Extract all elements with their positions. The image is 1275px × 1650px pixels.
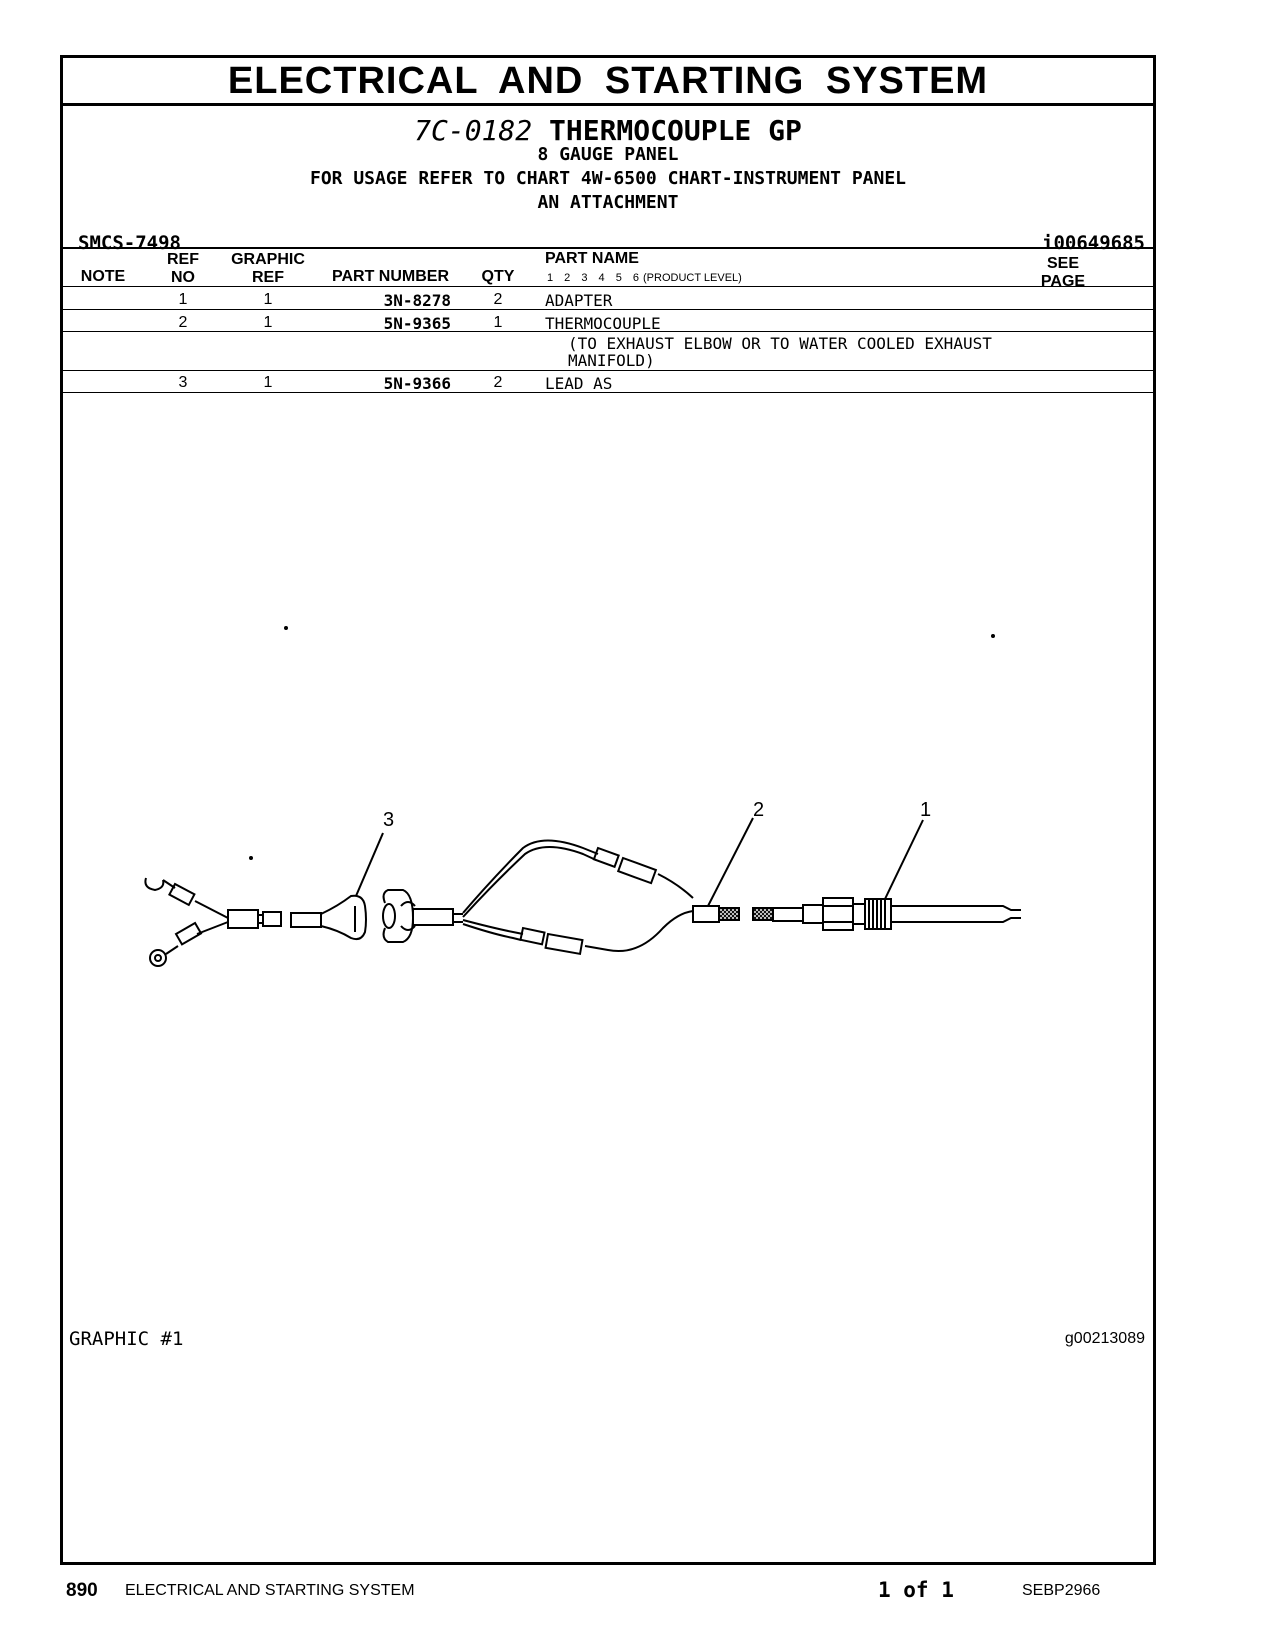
section-title: ELECTRICAL AND STARTING SYSTEM (63, 58, 1153, 106)
row-graphic-ref: 1 (263, 374, 273, 391)
row-part-number: 5N-9366 (383, 374, 451, 393)
row-ref-no: 1 (178, 291, 188, 308)
row-graphic-ref: 1 (263, 314, 273, 331)
callout-1: 1 (920, 799, 932, 821)
group-name: THERMOCOUPLE GP (549, 114, 802, 147)
smcs-code: SMCS-7498 (78, 232, 181, 254)
callout-3: 3 (383, 809, 395, 831)
header-part-number: PART NUMBER (331, 268, 450, 285)
row-qty: 1 (493, 314, 503, 331)
row-part-name: LEAD AS (545, 374, 613, 393)
page-number: 890 (66, 1580, 98, 1601)
thermocouple-illustration (63, 58, 1153, 1358)
row-graphic-ref: 1 (263, 291, 273, 308)
document-id: i00649685 (1042, 232, 1145, 254)
header-graphic-ref: GRAPHIC REF (231, 251, 305, 286)
header-product-levels: 1 2 3 4 5 6 (PRODUCT LEVEL) (547, 272, 742, 284)
header-ref-no: REF NO (167, 251, 199, 286)
row-part-name: THERMOCOUPLE (545, 314, 661, 333)
group-part-number: 7C-0182 (414, 114, 533, 147)
row-ref-no: 3 (178, 374, 188, 391)
footer-section: ELECTRICAL AND STARTING SYSTEM (125, 1582, 415, 1599)
graphic-id: g00213089 (1064, 1330, 1145, 1347)
row-note: (TO EXHAUST ELBOW OR TO WATER COOLED EXHAUST MANIFOLD) (568, 334, 992, 370)
document-code: SEBP2966 (1022, 1582, 1101, 1599)
description-line: FOR USAGE REFER TO CHART 4W-6500 CHART-INSTRUMENT PANEL (309, 168, 907, 189)
description-line: 8 GAUGE PANEL (537, 144, 679, 165)
header-see-page: SEE PAGE (1040, 255, 1086, 290)
header-part-name: PART NAME (545, 250, 639, 267)
callout-2: 2 (753, 799, 765, 821)
header-qty: QTY (481, 268, 515, 285)
row-qty: 2 (493, 374, 503, 391)
row-part-number: 5N-9365 (383, 314, 451, 333)
row-part-name: ADAPTER (545, 291, 613, 310)
row-ref-no: 2 (178, 314, 188, 331)
graphic-label: GRAPHIC #1 (69, 1328, 184, 1350)
row-part-number: 3N-8278 (383, 291, 451, 310)
page-count: 1 of 1 (878, 1578, 954, 1602)
description-line: AN ATTACHMENT (537, 192, 679, 213)
row-qty: 2 (493, 291, 503, 308)
header-note: NOTE (80, 268, 126, 285)
page-frame (60, 55, 1156, 1565)
